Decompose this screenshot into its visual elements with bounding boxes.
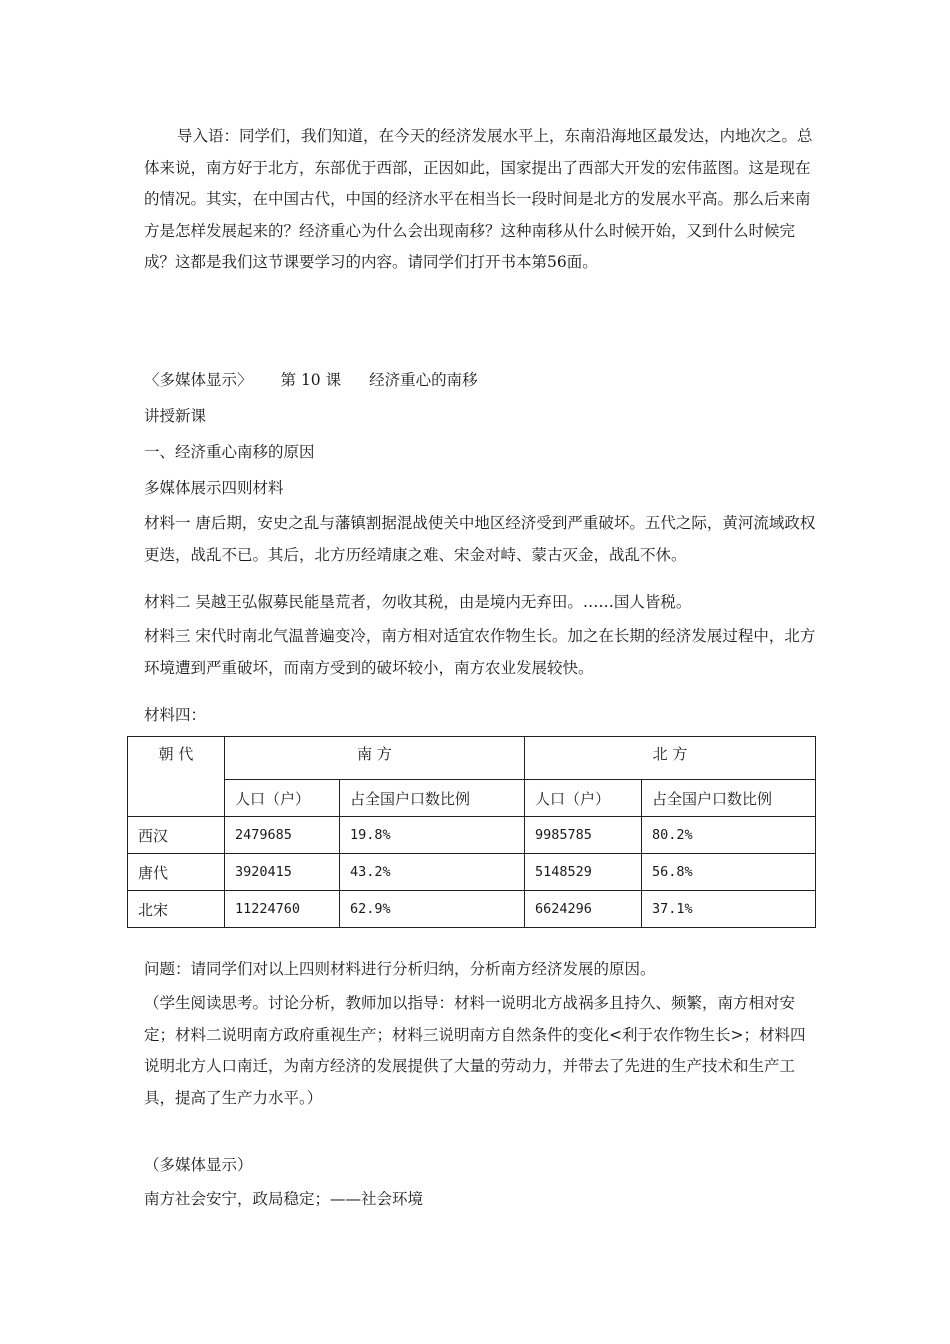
section-one-heading: 一、经济重心南移的原因 <box>144 443 315 461</box>
table-row <box>128 854 816 891</box>
header-north: 北 方 <box>525 737 816 780</box>
header-dynasty: 朝 代 <box>128 737 225 817</box>
answer-paragraph: （学生阅读思考。讨论分析，教师加以指导：材料一说明北方战祸多且持久、频繁，南方相对安定；材料二说明南方政府重视生产；材料三说明南方自然条件的变化<利于农作物生长>；材料四说明北方人口南迁，为南方经济的发展提供了大量的劳动力，并带去了先进的生产技术和生产工具，提高了生产力水平。） <box>144 994 806 1107</box>
table-row <box>128 891 816 928</box>
media-title-line <box>144 370 824 390</box>
subheader-south-ratio: 占全国户口数比例 <box>340 780 525 817</box>
social-environment-line: 南方社会安宁，政局稳定；——社会环境 <box>144 1190 424 1208</box>
table-row <box>128 817 816 854</box>
subheader-north-pop: 人口（户） <box>525 780 642 817</box>
material-four-label: 材料四： <box>144 706 207 724</box>
material-two: 材料二 吴越王弘俶募民能垦荒者，勿收其税，由是境内无弃田。……国人皆税。 <box>144 593 692 611</box>
cell-south-pop: 3920415 <box>225 854 340 891</box>
intro-paragraph: 导入语：同学们，我们知道，在今天的经济发展水平上，东南沿海地区最发达，内地次之。总体来说，南方好于北方，东部优于西部，正因如此，国家提出了西部大开发的宏伟蓝图。这是现在的情况。其实，在中国古代，中国的经济水平在相当长一段时间是北方的发展水平高。那么后来南方是怎样发展起来的？经济重心为什么会出现南移？这种南移从什么时候开始，又到什么时候完成？这都是我们这节课要学习的内容。请同学们打开书本第56面。 <box>144 127 813 271</box>
cell-south-pop: 11224760 <box>225 891 340 928</box>
cell-north-pop: 6624296 <box>525 891 642 928</box>
table-subheader-row <box>128 780 816 817</box>
cell-north-ratio: 37.1% <box>642 891 816 928</box>
cell-dynasty: 西汉 <box>128 817 225 854</box>
section-teach: 讲授新课 <box>144 407 207 425</box>
cell-dynasty: 唐代 <box>128 854 225 891</box>
media-show-label: （多媒体显示） <box>144 1156 253 1174</box>
question-text: 问题：请同学们对以上四则材料进行分析归纳，分析南方经济发展的原因。 <box>144 960 656 978</box>
lesson-number: 第 10 课 <box>280 371 342 389</box>
cell-north-ratio: 80.2% <box>642 817 816 854</box>
media-label: 〈多媒体显示〉 <box>144 371 253 389</box>
material-one: 材料一 唐后期，安史之乱与藩镇割据混战使关中地区经济受到严重破坏。五代之际，黄河流域政权更迭，战乱不已。其后，北方历经靖康之难、宋金对峙、蒙古灭金，战乱不休。 <box>144 514 816 564</box>
cell-south-ratio: 19.8% <box>340 817 525 854</box>
material-three: 材料三 宋代时南北气温普遍变冷，南方相对适宜农作物生长。加之在长期的经济发展过程中，北方环境遭到严重破坏，而南方受到的破坏较小，南方农业发展较快。 <box>144 627 816 677</box>
cell-north-pop: 5148529 <box>525 854 642 891</box>
cell-south-ratio: 62.9% <box>340 891 525 928</box>
population-table <box>127 736 816 928</box>
cell-dynasty: 北宋 <box>128 891 225 928</box>
cell-north-ratio: 56.8% <box>642 854 816 891</box>
lesson-title: 经济重心的南移 <box>369 371 478 389</box>
cell-south-pop: 2479685 <box>225 817 340 854</box>
header-south: 南 方 <box>225 737 525 780</box>
cell-south-ratio: 43.2% <box>340 854 525 891</box>
subheader-south-pop: 人口（户） <box>225 780 340 817</box>
subheader-north-ratio: 占全国户口数比例 <box>642 780 816 817</box>
cell-north-pop: 9985785 <box>525 817 642 854</box>
materials-intro: 多媒体展示四则材料 <box>144 479 284 497</box>
table-header-row <box>128 737 816 780</box>
